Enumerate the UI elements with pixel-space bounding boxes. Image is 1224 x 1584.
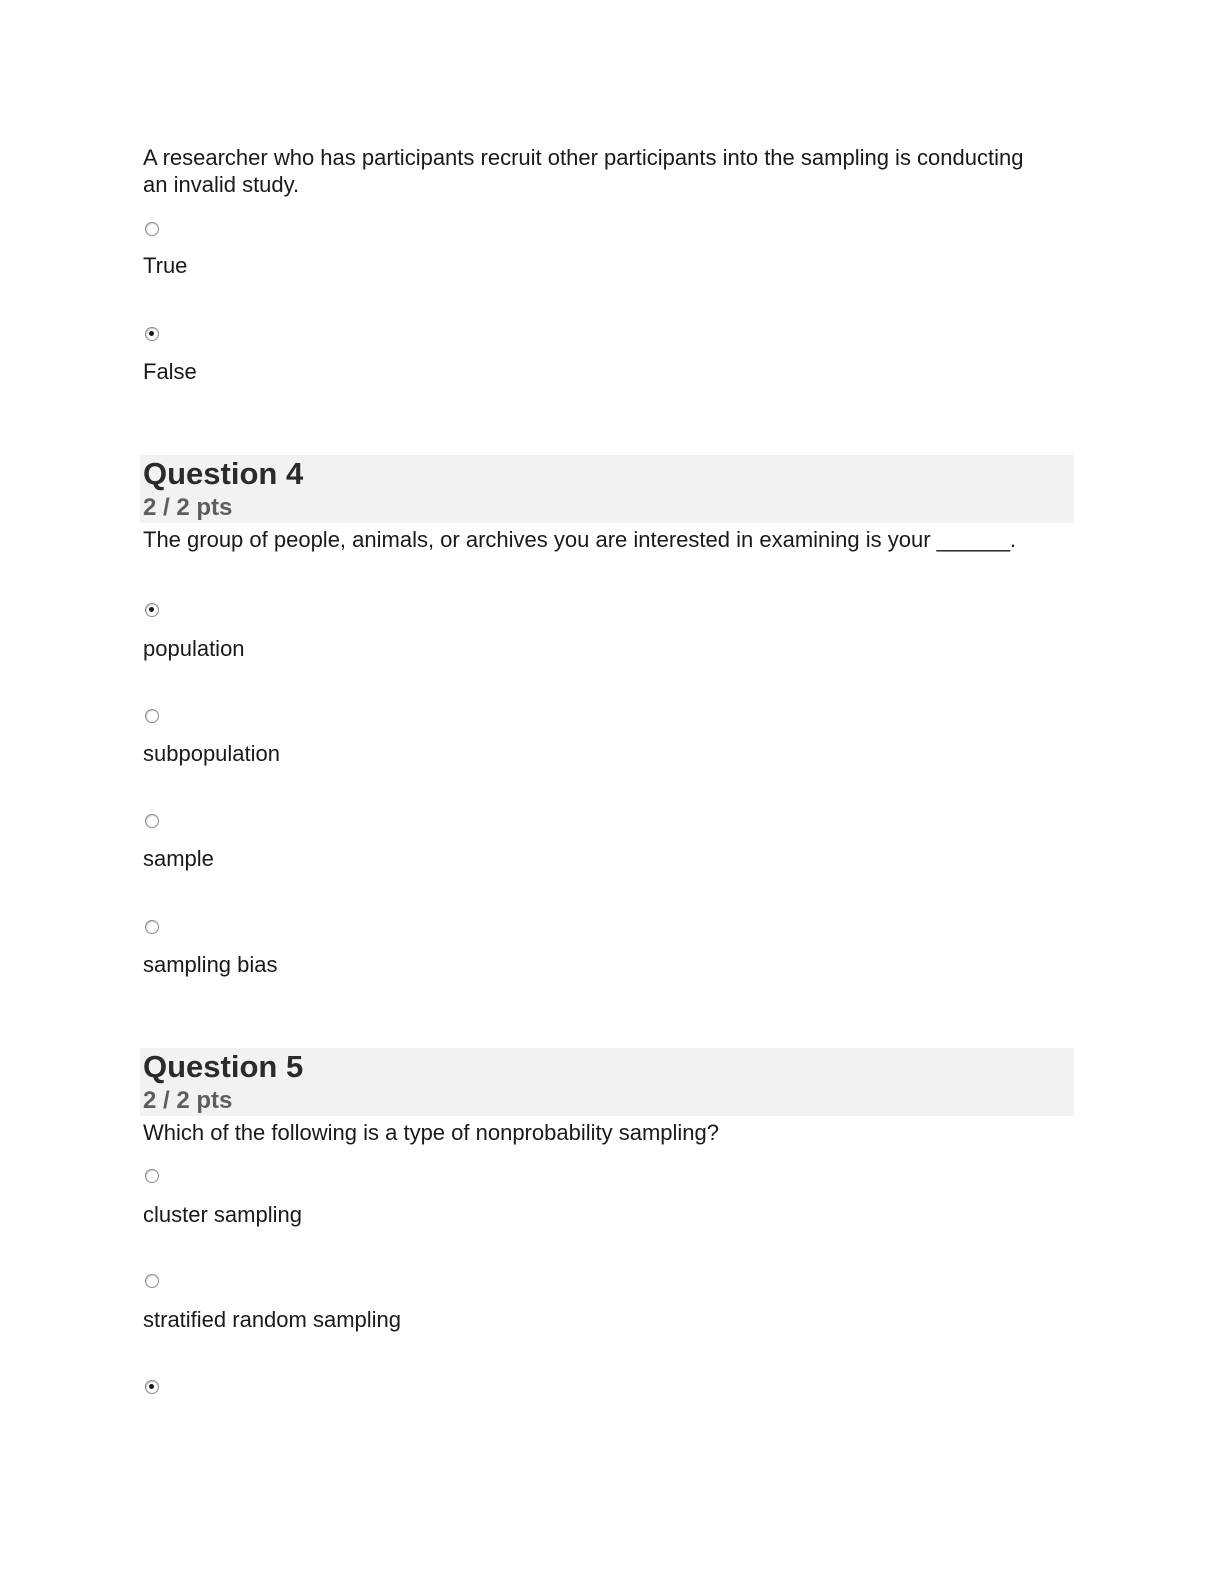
question-5-points: 2 / 2 pts (143, 1087, 233, 1114)
question-3-option-true-label: True (143, 253, 188, 278)
question-4-option-population-label: population (143, 636, 245, 661)
question-4-option-sample-radio[interactable] (145, 814, 159, 828)
question-5-option-cluster-radio[interactable] (145, 1169, 159, 1183)
question-5-option-stratified-label: stratified random sampling (143, 1307, 402, 1332)
question-3-option-true-radio[interactable] (145, 222, 159, 236)
question-4-option-sampling-bias-label: sampling bias (143, 952, 278, 977)
question-5-option-selected-radio[interactable] (145, 1380, 159, 1394)
question-4-option-sampling-bias-radio[interactable] (145, 920, 159, 934)
question-5-option-stratified-radio[interactable] (145, 1274, 159, 1288)
question-3-text: A researcher who has participants recruit other participants into the sampling is conducting an invalid study. (143, 145, 1024, 197)
question-5-title: Question 5 (143, 1049, 304, 1084)
question-5-header (140, 1048, 1074, 1116)
question-5-option-cluster-label: cluster sampling (143, 1202, 302, 1227)
question-4-option-subpopulation-radio[interactable] (145, 709, 159, 723)
question-4-option-subpopulation-label: subpopulation (143, 741, 281, 766)
question-4-option-population-radio[interactable] (145, 603, 159, 617)
question-4-option-sample-label: sample (143, 846, 214, 871)
question-4-text: The group of people, animals, or archives you are interested in examining is your ______. (143, 527, 1017, 552)
question-3-option-false-label: False (143, 359, 197, 384)
question-4-title: Question 4 (143, 456, 304, 491)
question-4-points: 2 / 2 pts (143, 494, 233, 521)
question-5-text: Which of the following is a type of nonprobability sampling? (143, 1120, 719, 1145)
question-4-header (140, 455, 1074, 523)
question-3-option-false-radio[interactable] (145, 327, 159, 341)
